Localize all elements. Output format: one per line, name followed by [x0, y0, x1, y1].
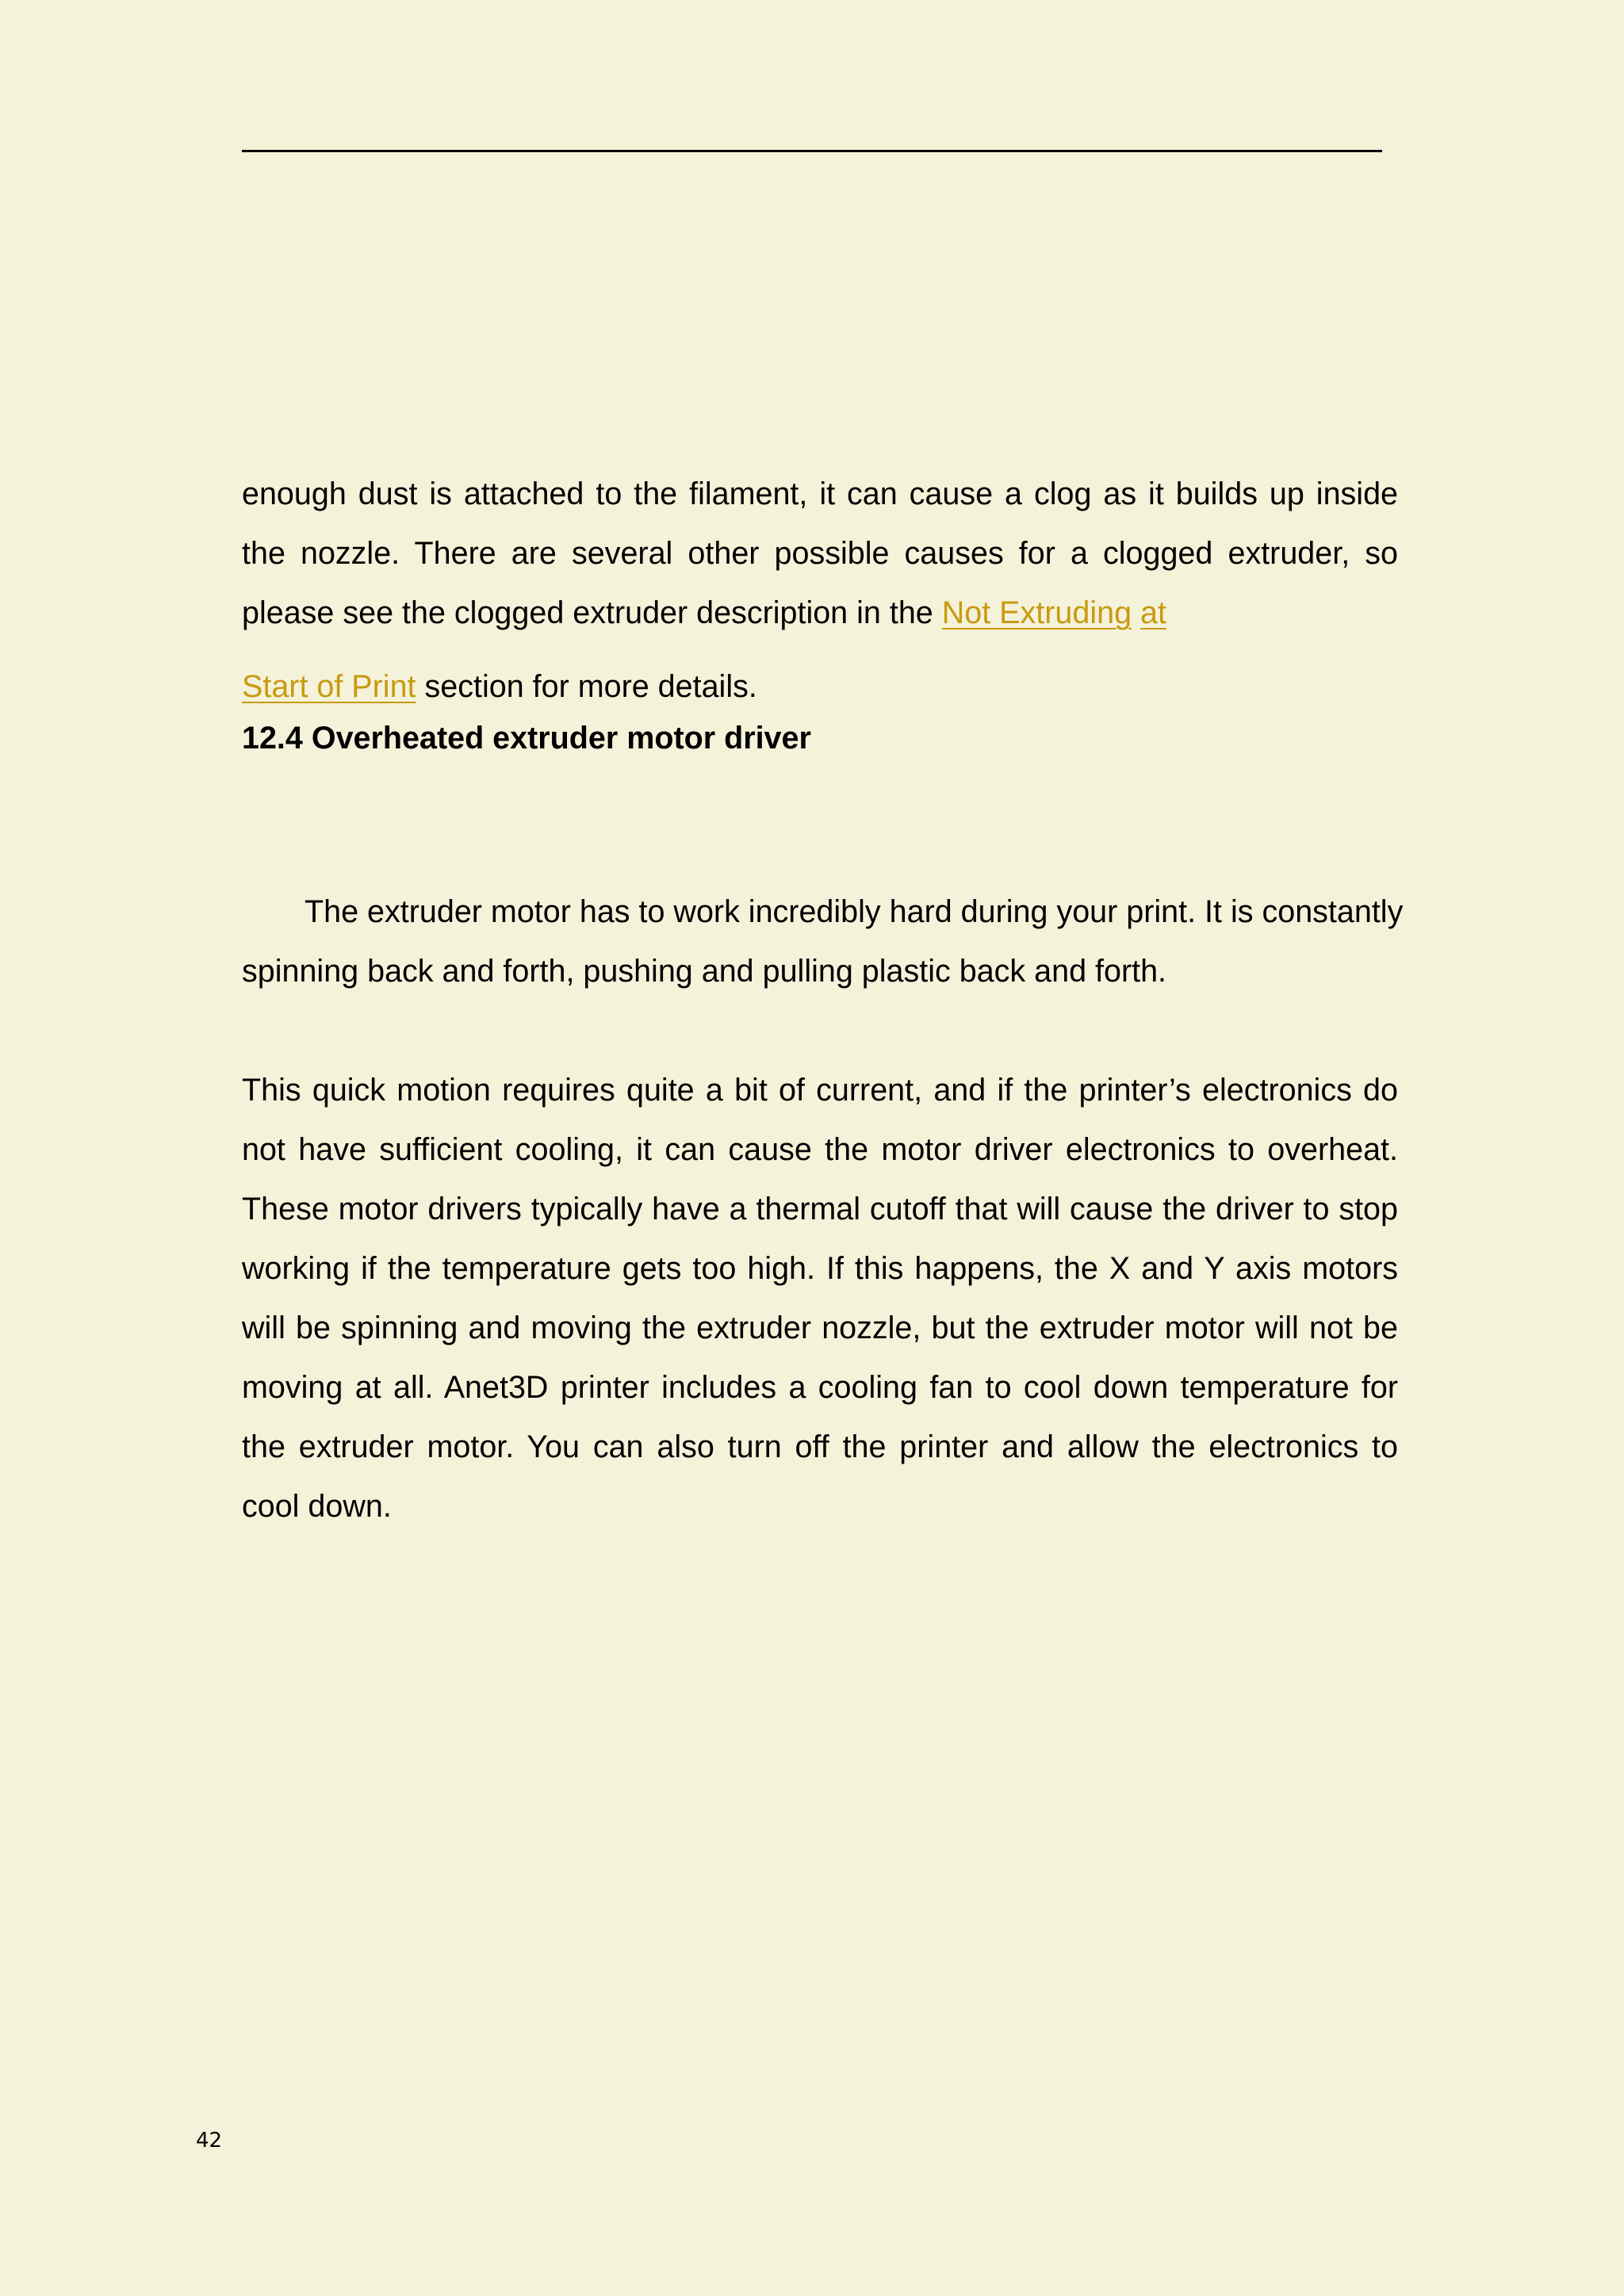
page-number: 42: [196, 2129, 223, 2152]
paragraph-text-end: section for more details.: [416, 669, 757, 704]
paragraph-extruder-motor: [242, 882, 1463, 1001]
link-not-extruding[interactable]: Not Extruding: [941, 595, 1132, 630]
link-start-of-print[interactable]: Start of Print: [242, 669, 416, 704]
paragraph-clog-continued: [242, 465, 1398, 702]
paragraph-last-line: [242, 671, 1398, 702]
paragraph-cooling: This quick motion requires quite a bit of current, and if the printer’s electronics do not have sufficient cooling, it can cause the motor driver electronics to overheat. These motor drivers typically have a thermal cutoff that will cause the driver to stop working if the temperature gets too high. If this happens, the X and Y axis motors will be spinning and moving the extruder nozzle, but the extruder motor will not be moving at all. Anet3D printer includes a cooling fan to cool down temperature for the extruder motor. You can also turn off the printer and allow the electronics to cool down.: [242, 1073, 1398, 1524]
paragraph-text: enough dust is attached to the filament, it can cause a clog as it builds up inside the nozzle. There are several other possible causes for a clogged extruder, so please see the clogged extruder description in the: [242, 476, 1398, 630]
link-at[interactable]: at: [1140, 595, 1166, 630]
section-heading: 12.4 Overheated extruder motor driver: [242, 721, 811, 756]
header-rule: [242, 150, 1382, 152]
paragraph-text: The extruder motor has to work incredibly hard during your print. It is constantly spinning back and forth, pushing and pulling plastic back and forth.: [242, 894, 1404, 989]
